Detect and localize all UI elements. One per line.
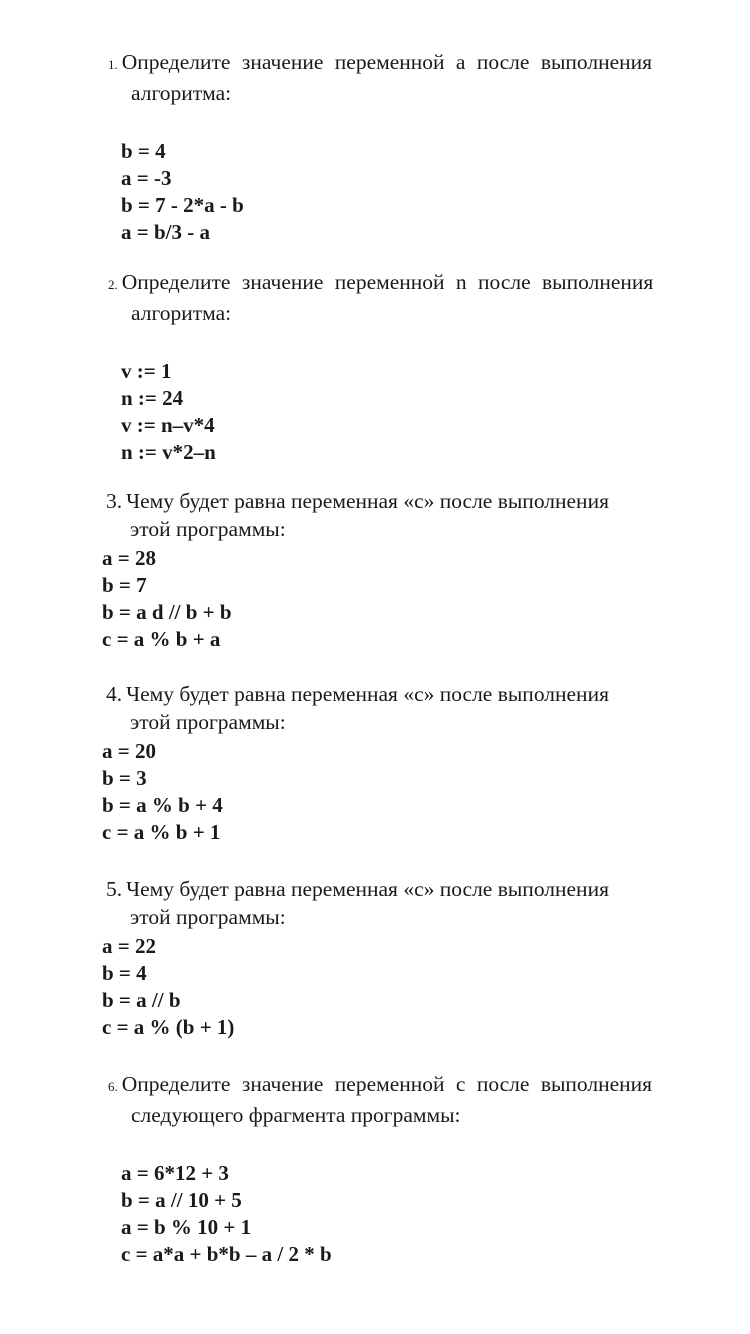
code-block [102,933,696,1041]
code-line: n := 24 [121,386,184,410]
code-line: b = a // b [102,988,181,1012]
code-line: b = a % b + 4 [102,793,223,817]
question-line-2: алгоритма: [131,301,232,325]
task-number: 6. [108,1079,118,1094]
task-2 [108,268,698,466]
question-text: Чему будет равна переменная «c» после выполнения [126,877,609,901]
question-line-2: этой программы: [130,905,286,929]
task-number: 2. [108,277,118,292]
code-line: a = b % 10 + 1 [121,1215,252,1239]
question-line-2: алгоритма: [131,81,232,105]
task-number: 3. [106,489,123,513]
question-text: Чему будет равна переменная «c» после выполнения [126,682,609,706]
question-text: Определите значение переменной c после выполнения [121,1072,653,1096]
task-number: 5. [106,877,123,901]
code-block [121,1160,698,1268]
code-line: a = 20 [102,739,156,763]
code-line: b = 7 - 2*a - b [121,193,244,217]
question-line-2: следующего фрагмента программы: [131,1103,461,1127]
task-question [106,680,696,736]
code-block [121,138,698,246]
question-text: Определите значение переменной a после выполнения [121,50,653,74]
task-6 [108,1070,698,1268]
code-line: b = 4 [102,961,147,985]
question-text: Определите значение переменной n после выполнения [121,270,654,294]
task-number: 4. [106,682,123,706]
question-line-1 [108,268,698,299]
code-block [102,545,696,653]
task-number: 1. [108,57,118,72]
question-line-2: этой программы: [130,710,286,734]
code-line: b = 4 [121,139,166,163]
code-line: a = 28 [102,546,156,570]
code-line: c = a % (b + 1) [102,1015,235,1039]
code-line: n := v*2–n [121,440,216,464]
code-line: c = a % b + a [102,627,221,651]
task-question [108,268,698,327]
code-line: v := 1 [121,359,172,383]
task-question [108,48,698,107]
code-line: a = -3 [121,166,172,190]
question-line-2: этой программы: [130,517,286,541]
code-line: c = a % b + 1 [102,820,221,844]
code-line: c = a*a + b*b – a / 2 * b [121,1242,332,1266]
question-text: Чему будет равна переменная «c» после выполнения [126,489,609,513]
task-5 [102,875,696,1041]
question-line-1 [108,1070,698,1101]
question-line-1 [106,680,696,708]
task-question [106,875,696,931]
code-line: b = 3 [102,766,147,790]
task-question [108,1070,698,1129]
code-line: a = 6*12 + 3 [121,1161,229,1185]
code-block [102,738,696,846]
question-line-1 [106,875,696,903]
code-line: b = 7 [102,573,147,597]
task-1 [108,48,698,246]
question-line-1 [108,48,698,79]
task-3 [102,487,696,653]
code-line: v := n–v*4 [121,413,215,437]
task-4 [102,680,696,846]
code-block [121,358,698,466]
task-question [106,487,696,543]
code-line: a = 22 [102,934,156,958]
code-line: b = a d // b + b [102,600,232,624]
code-line: b = a // 10 + 5 [121,1188,242,1212]
code-line: a = b/3 - a [121,220,210,244]
question-line-1 [106,487,696,515]
